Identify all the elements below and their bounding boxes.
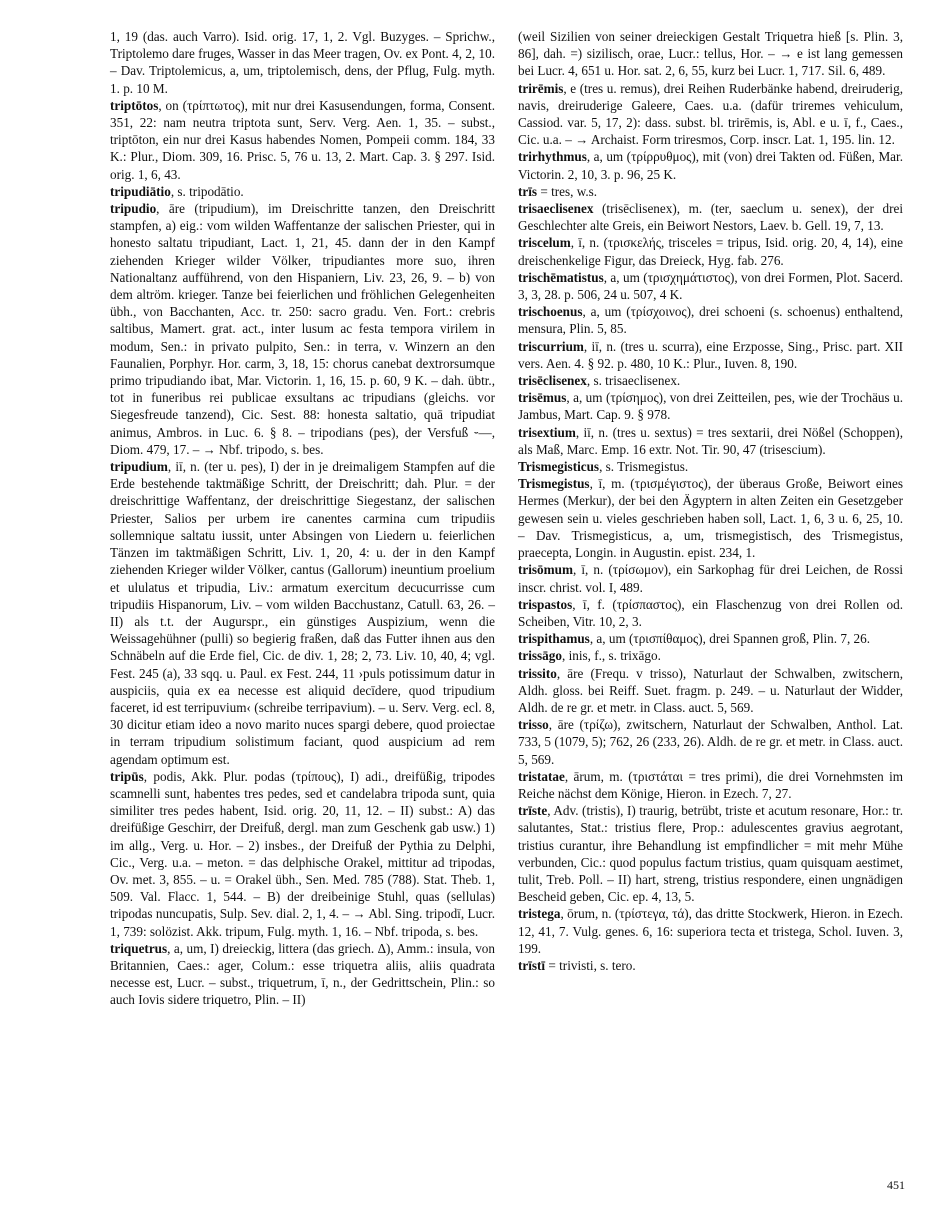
entry-headword: Trismegistus — [518, 476, 590, 492]
entry-headword: trisextium — [518, 424, 576, 440]
entry-headword: trisaeclisenex — [518, 201, 594, 217]
entry-definition: , podis, Akk. Plur. podas (τρίπους), I) adi., dreifüßig, tripodes scamnelli sunt, habentes tres pedes, sed et candelabra tripoda sunt, quia similiter tres pedes habent, Isid. orig. 20, 11, 12. – II) subst.: A) das dreifüßige Geschirr, der Dreifuß, dergl. man zum Geschenk gab usw.) 1) im allg., Verg. u. Hor. – 2) insbes., der Dreifuß der Pythia zu Delphi, Cic., Verg. u.a. – meton. = das delphische Orakel, mittitur ad tripodas, Ov. met. 3, 855. – u. = Orakel übh., Sen. Med. 785 (788). Stat. Theb. 1, 509. Val. Flacc. 1, 544. – B) der dreibeinige Stuhl, quas (sellulas) tripodas nuncupatis, Sulp. Sev. dial. 2, 1, 4. – → Abl. Sing. tripodī, Lucr. 1, 739: solözist. Akk. tripum, Fulg. myth. 1, 16. – Nbf. tripoda, s. bes. — [110, 768, 495, 939]
entry-headword: triscurrium — [518, 338, 584, 354]
entry-definition: , a, um, I) dreieckig, littera (das griech. Δ), Amm.: insula, von Britannien, Caes.: ager, Colum.: esse triquetra aliis, aliis quadrata necesse est, Lucr. – subst., triquetrum, ī, n., der Gedrittschein, Plin.: so auch Iovis sidere triquetro, Plin. – II) — [110, 940, 495, 1008]
entry-headword: trīste — [518, 803, 548, 819]
entry-headword: trischēmatistus — [518, 269, 604, 285]
entry-definition: = tres, w.s. — [537, 183, 598, 199]
entry-headword: trīstī — [518, 957, 546, 973]
dictionary-entry — [518, 716, 903, 768]
entry-headword: trisēclisenex — [518, 373, 587, 389]
dictionary-entry — [518, 665, 903, 717]
dictionary-entry — [518, 200, 903, 234]
entry-definition: , s. trisaeclisenex. — [586, 373, 681, 389]
entry-definition: , s. Trismegistus. — [599, 459, 689, 475]
entry-definition: , Adv. (tristis), I) traurig, betrübt, triste et acutum resonare, Hor.: tr. salutantes, Stat.: tristius flere, Prop.: adulescentes gravius aegrotant, tristius curantur, ihre Behandlung ist empfindlicher = mit mehr Mühe verbunden, Cic.: quod populus factum tristius, quam quisquam aestimet, tulit, Treb. Poll. – II) hart, streng, tristius respondere, einen ungnädigen Bescheid geben, Cic. ep. 4, 13, 5. — [518, 803, 903, 905]
entry-definition: , iī, n. (tres u. scurra), eine Erzposse, Sing., Prisc. part. XII vers. Aen. 4. § 92. p. 480, 10 K.: Plur., Iuven. 8, 190. — [518, 338, 903, 371]
dictionary-entry — [518, 80, 903, 149]
dictionary-entry — [518, 28, 903, 80]
entry-headword: trisēmus — [518, 390, 567, 406]
entry-definition: , a, um (τρισπίθαμος), drei Spannen groß, Plin. 7, 26. — [589, 631, 871, 647]
entry-headword: tripūs — [110, 768, 144, 784]
entry-headword: tristega — [518, 906, 561, 922]
entry-definition: , inis, f., s. trixāgo. — [561, 648, 661, 664]
entry-definition: , a, um (τρίσημος), von drei Zeitteilen, pes, wie der Trochäus u. Jambus, Mart. Cap. 9. § 978. — [518, 390, 903, 423]
entry-definition: , ī, m. (τρισμέγιστος), der überaus Große, Beiwort eines Hermes (Merkur), der bei den Ägyptern in alten Zeiten ein Gesetzgeber gewesen sein u. vieles geschrieben haben soll, Lact. 1, 6, 3 u. 6, 25, 10. – Dav. Trismegisticus, a, um, trismegistisch, des Trismegistus, praecepta, Longin. in Augustin. epist. 234, 1. — [518, 476, 903, 561]
dictionary-entry — [518, 372, 903, 389]
entry-headword: trissito — [518, 665, 557, 681]
entry-definition: , ārum, m. (τριστάται = tres primi), die drei Vornehmsten im Reiche nächst dem Könige, Hieron. in Ezech. 7, 27. — [518, 768, 903, 801]
entry-definition: , a, um (τρισχημάτιστος), von drei Formen, Plot. Sacerd. 3, 3, 28. p. 506, 24 u. 507, 4 K. — [518, 269, 903, 303]
entry-definition: , ī, f. (τρίσπαστος), ein Flaschenzug von drei Rollen od. Scheiben, Vitr. 10, 2, 3. — [518, 596, 903, 629]
dictionary-entry — [518, 234, 903, 268]
dictionary-entry — [518, 561, 903, 595]
entry-definition: , on (τρίπτωτος), mit nur drei Kasusendungen, forma, Consent. 351, 22: nam neutra triptota sunt, Serv. Verg. Aen. 1, 35. – subst., triptōton, ein nur drei Kasus habendes Nomen, Pompeii comm. 184, 33 K.: Plur., Diom. 309, 16. Prisc. 5, 76 u. 13, 2. Mart. Cap. 3. § 297. Isid. orig. 1, 6, 43. — [110, 97, 495, 182]
entry-headword: trirēmis — [518, 80, 564, 96]
dictionary-entry — [518, 338, 903, 372]
entry-headword: tripudio — [110, 201, 157, 217]
dictionary-entry — [518, 148, 903, 182]
dictionary-entry — [110, 768, 495, 940]
entry-definition: , ōrum, n. (τρίστεγα, τά), das dritte Stockwerk, Hieron. in Ezech. 12, 41, 7. Vulg. genes. 6, 16: superiora tecta et tristega, Schol. Iuven. 3, 199. — [518, 906, 903, 956]
entry-definition: , āre (Frequ. v trisso), Naturlaut der Schwalben, zwitschern, Aldh. gloss. bei Reiff. Suet. fragm. p. 249. – u. Naturlaut der Widder, Aldh. de re gr. et metr. in Class. auct. 5, 569. — [518, 665, 903, 715]
dictionary-entry — [518, 802, 903, 905]
entry-definition: , āre (τρίζω), zwitschern, Naturlaut der Schwalben, Anthol. Lat. 733, 5 (1079, 5); 762, 26 (233, 26). Aldh. de re gr. et metr. in Class. auct. 5, 569. — [518, 717, 903, 767]
entry-headword: trispithamus — [518, 631, 590, 647]
dictionary-entry — [518, 389, 903, 423]
entry-headword: triscelum — [518, 235, 571, 251]
dictionary-entry — [110, 458, 495, 768]
dictionary-entry — [518, 424, 903, 458]
entry-definition: (weil Sizilien von seiner dreieckigen Gestalt Triquetra hieß [s. Plin. 3, 86], dah. =) sizilisch, orae, Lucr.: tellus, Hor. – → e ist lang gemessen bei Lucr. 4, 651 u. Hor. sat. 2, 6, 55, kurz bei Lucr. 1, 717. Sil. 6, 489. — [518, 29, 903, 79]
entry-headword: triquetrus — [110, 940, 168, 956]
entry-headword: trirhythmus — [518, 149, 587, 165]
entry-definition: , iī, n. (tres u. sextus) = tres sextarii, drei Nößel (Schoppen), als Maß, Marc. Emp. 16 extr. Not. Tir. 90, 47 (trisescium). — [518, 424, 903, 457]
entry-definition: , iī, n. (ter u. pes), I) der in je dreimaligem Stampfen auf die Erde bestehende taktmäßige Schritt, der Dreischritt; dah. Plur. = der dreischrittige Waffentanz, der dreischrittige Siegestanz, der salischen Priester, Salios per urbem ire canentes carmina cum tripudiis sollemnique saltatu iussit, unter Absingen von Liedern u. feierlichen Tänzen im taktmäßigen Schritt, Liv. 1, 20, 4: u. der in den Kampf ziehenden Krieger wilder Völker, cantus (Gallorum) ineuntium proelium et ululatus et tripudia, Liv.: armatum exercitum decucurrisse cum tripudiis Hispanorum, Liv. – vom wilden Bacchustanz, Catull. 63, 26. – II) als t.t. der Augurspr., ein günstiges Auspizium, wenn die Weissagehühner (pulli) so begierig fraßen, daß das Futter ihnen aus den Schnäbeln auf die Erde fiel, Cic. de div. 1, 28; 2, 73. Liv. 10, 40, 4; vgl. Fest. 245 (a), 33 sqq. u. Paul. ex Fest. 244, 11 ›puls potissimum datur in auspiciis, quia ex ea necesse est aliquid decīdere, quod tripudium faceret, id est terripuvium‹ (schreibe terripavium). – u. Serv. Verg. ecl. 8, 30 dicitur etiam ideo a novo marito nuces spargi debere, quod proiectae in terram tripudium solistimum faciant, quod auspicium ad rem agendam optimum est. — [110, 459, 495, 767]
dictionary-entry — [110, 183, 495, 200]
entry-headword: tripudium — [110, 459, 168, 475]
dictionary-entry — [110, 200, 495, 458]
dictionary-entry — [110, 97, 495, 183]
dictionary-entry — [518, 303, 903, 337]
dictionary-entry — [518, 269, 903, 303]
entry-headword: trisso — [518, 717, 549, 733]
left-column — [110, 28, 495, 1009]
dictionary-entry — [518, 957, 903, 974]
entry-definition: , a, um (τρίρρυθμος), mit (von) drei Takten od. Füßen, Mar. Victorin. 2, 10, 3. p. 96, 25 K. — [518, 149, 903, 182]
page-number: 451 — [887, 1178, 905, 1192]
dictionary-entry — [518, 647, 903, 664]
entry-definition: 1, 19 (das. auch Varro). Isid. orig. 17, 1, 2. Vgl. Buzyges. – Sprichw., Triptolemo dare fruges, Wasser in das Meer tragen, Ov. ex Pont. 4, 2, 10. – Dav. Triptolemicus, a, um, triptolemisch, dens, der Pflug, Fulg. myth. 1. p. 10 M. — [110, 29, 495, 96]
entry-definition: , ī, n. (τρίσωμον), ein Sarkophag für drei Leichen, de Rossi inscr. christ. vol. I, 489. — [518, 562, 903, 595]
entry-definition: , e (tres u. remus), drei Reihen Ruderbänke habend, dreiruderig, navis, dreiruderige Galeere, Caes. u.a. (dafür triremes vehiculum, Cassiod. var. 5, 17, 2): dass. subst. bl. trirēmis, is, Abl. e u. ī, f., Caes., Cic. u.a. – → Archaist. Form triresmos, Corp. inscr. Lat. 1, 195. lin. 12. — [518, 80, 903, 148]
dictionary-entry — [518, 630, 903, 647]
entry-definition: = trivisti, s. tero. — [545, 957, 636, 973]
entry-headword: tristatae — [518, 768, 565, 784]
entry-headword: Trismegisticus — [518, 459, 600, 475]
entry-headword: trischoenus — [518, 304, 583, 320]
dictionary-entry — [518, 183, 903, 200]
dictionary-entry — [518, 458, 903, 475]
entry-headword: triptōtos — [110, 97, 159, 113]
entry-headword: tripudiātio — [110, 183, 171, 199]
dictionary-entry — [518, 905, 903, 957]
dictionary-entry — [110, 940, 495, 1009]
entry-definition: , ī, n. (τρισκελής, trisceles = tripus, Isid. orig. 20, 4, 14), eine dreischenkelige Figur, das Dreieck, Hyg. fab. 276. — [518, 235, 903, 268]
right-column — [518, 28, 903, 974]
entry-headword: trīs — [518, 183, 538, 199]
entry-headword: trissāgo — [518, 648, 562, 664]
dictionary-entry — [518, 596, 903, 630]
dictionary-entry — [518, 768, 903, 802]
entry-definition: , a, um (τρίσχοινος), drei schoeni (s. schoenus) enthaltend, mensura, Plin. 5, 85. — [518, 304, 903, 337]
entry-headword: trisōmum — [518, 562, 573, 578]
dictionary-entry — [110, 28, 495, 97]
entry-definition: (trisēclisenex), m. (ter, saeclum u. senex), der drei Geschlechter alte Greis, ein Beiwort Nestors, Laev. b. Gell. 19, 7, 13. — [518, 201, 903, 234]
entry-headword: trispastos — [518, 596, 573, 612]
entry-definition: , āre (tripudium), im Dreischritte tanzen, den Dreischritt stampfen, a) eig.: vom wilden Waffentanze der salischen Priester, qui in honesto saltatu tripudiant, Lact. 1, 21, 45. dann der in den Kampf ziehenden Krieger wilder Völker, tripudiantes more suo, ihren Nationaltanz aufführend, von den Hispaniern, Liv. 23, 26, 9. – b) von dem altröm. krieger. Tanze bei feierlichen und fröhlichen Gelegenheiten übh., von Bacchanten, Acc. tr. 250: sacro gradu. Ven. Fort.: crebris saltibus, Mamert. grat. act., inter lusum ac festa tempora virilem in modum, Sen.: in privato pulpito, Sen.: in terra, v. Winzern an den Faunalien, Porphyr. Hor. carm, 3, 18, 15: chorus canebat dextrorsumque primo tripudiando ibat, Mar. Victorin. 1, 16, 15. p. 60, 9 K. – dah. übtr., tot in funeribus rei publicae exsultans ac tripudians (gleichs. vor Siegesfreude tanzend), Cic. Sest. 88: honesta saltatio, quā tripudiat animus, Ambros. in Luc. 6. § 8. – tripodians (pes), der Versfuß ⏑—, Diom. 479, 17. – → Nbf. tripodo, s. bes. — [110, 201, 495, 457]
dictionary-entry — [518, 475, 903, 561]
entry-definition: , s. tripodātio. — [170, 183, 244, 199]
